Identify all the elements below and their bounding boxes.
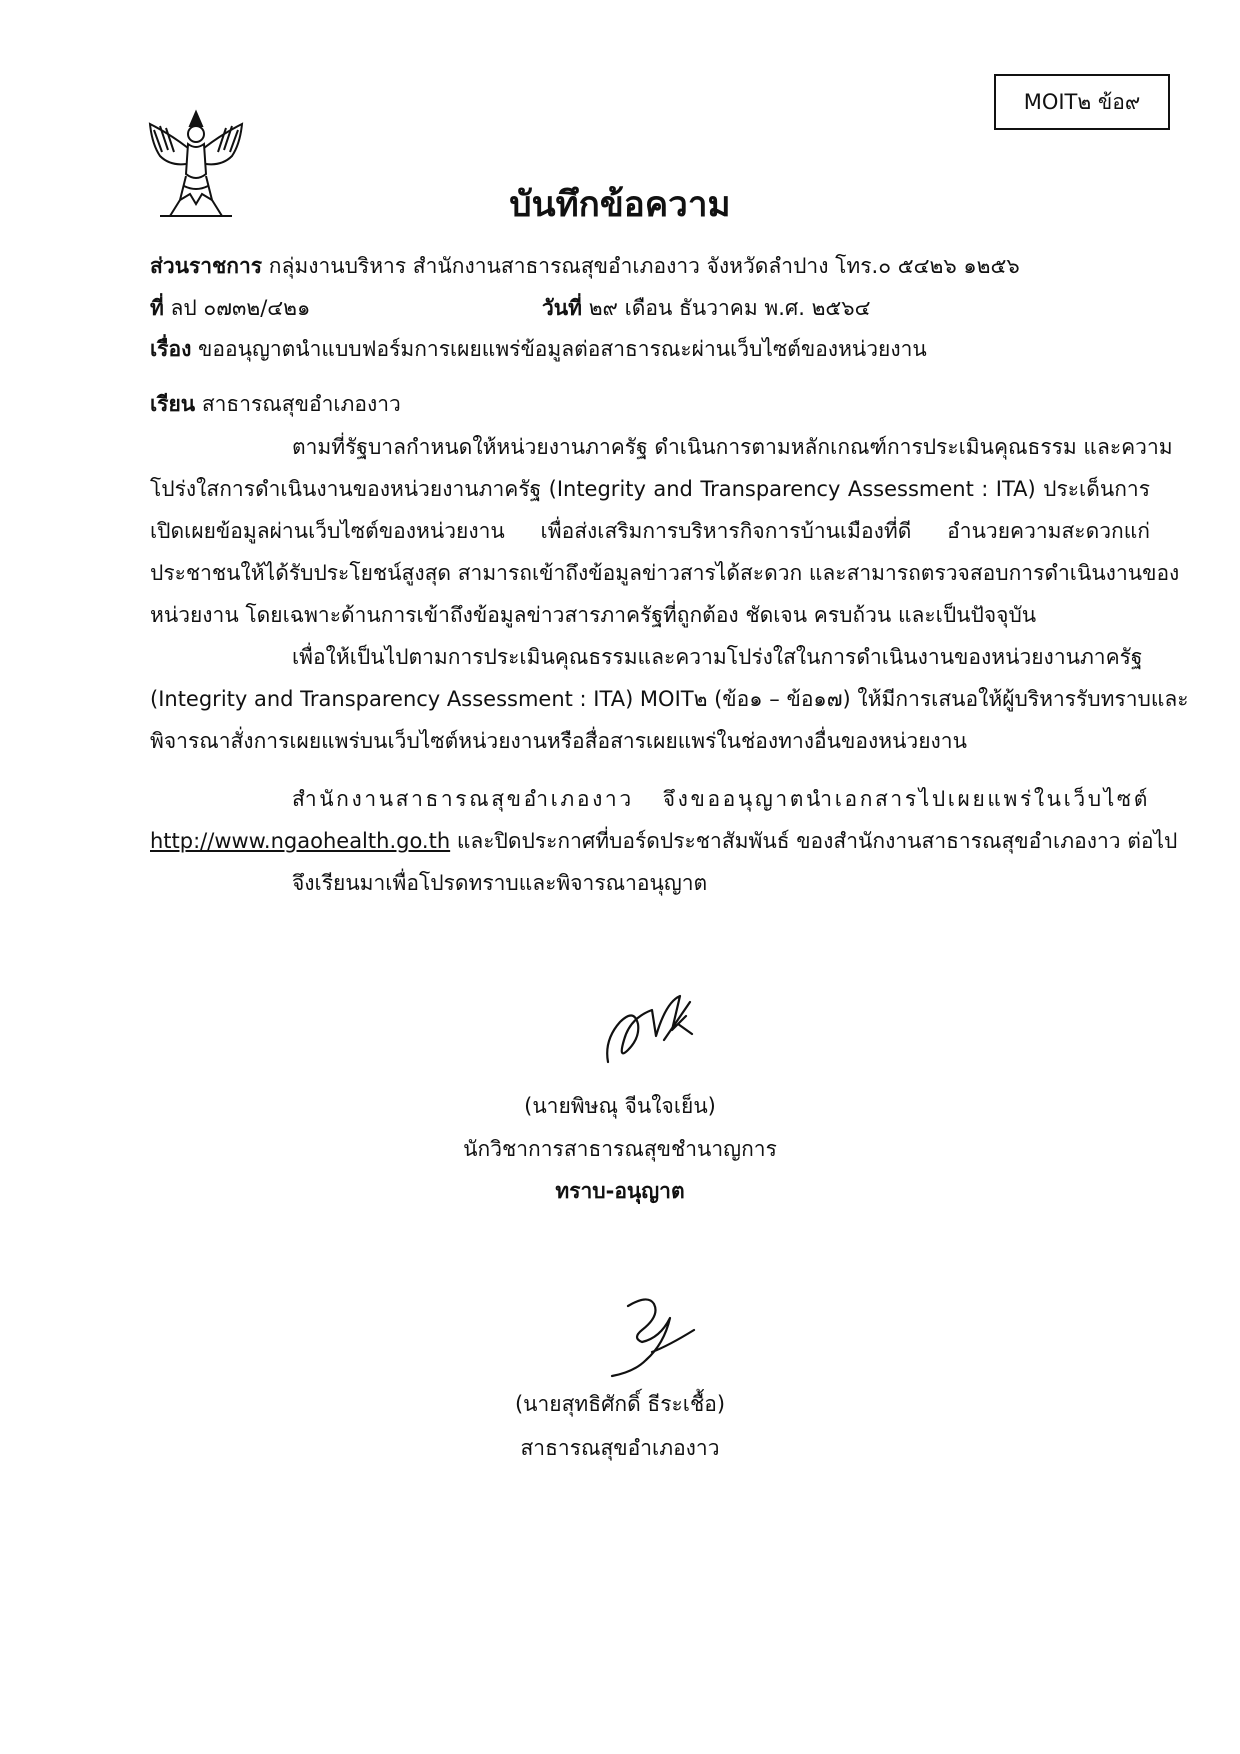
paragraph-1-line: โปร่งใสการดำเนินงานของหน่วยงานภาครัฐ (Integrity and Transparency Assessment : ITA) ประเด็นการ xyxy=(150,477,1150,501)
paragraph-2-line: (Integrity and Transparency Assessment : ITA) MOIT๒ (ข้อ๑ – ข้อ๑๗) ให้มีการเสนอให้ผู้บริหารรับทราบและ xyxy=(150,687,1189,711)
signer-1-name: (นายพิษณุ จีนใจเย็น) xyxy=(524,1094,716,1118)
salutation-label: เรียน xyxy=(150,392,196,416)
paragraph-2-line: เพื่อให้เป็นไปตามการประเมินคุณธรรมและความโปร่งใสในการดำเนินงานของหน่วยงานภาครัฐ xyxy=(292,645,1143,669)
signature-1-image xyxy=(594,980,714,1070)
subject-label: เรื่อง xyxy=(150,337,192,361)
subject-value: ขออนุญาตนำแบบฟอร์มการเผยแพร่ข้อมูลต่อสาธารณะผ่านเว็บไซต์ของหน่วยงาน xyxy=(198,337,927,361)
paragraph-1-line: ประชาชนให้ได้รับประโยชน์สูงสุด สามารถเข้าถึงข้อมูลข่าวสารได้สะดวก และสามารถตรวจสอบการดำเนินงานของ xyxy=(150,561,1180,585)
approval-text: ทราบ-อนุญาต xyxy=(555,1179,685,1203)
reference-value: ลป ๐๗๓๒/๔๒๑ xyxy=(170,296,311,320)
paragraph-2-line: พิจารณาสั่งการเผยแพร่บนเว็บไซต์หน่วยงานหรือสื่อสารเผยแพร่ในช่องทางอื่นของหน่วยงาน xyxy=(150,729,967,753)
subject-line xyxy=(150,339,927,360)
reference-label: ที่ xyxy=(150,296,164,320)
date-value: ๒๙ เดือน ธันวาคม พ.ศ. ๒๕๖๔ xyxy=(588,296,871,320)
agency-label: ส่วนราชการ xyxy=(150,254,263,278)
date-line xyxy=(542,298,871,319)
form-code-box xyxy=(994,74,1170,130)
date-label: วันที่ xyxy=(542,296,582,320)
closing-line: จึงเรียนมาเพื่อโปรดทราบและพิจารณาอนุญาต xyxy=(292,871,708,895)
paragraph-3-line: สำนักงานสาธารณสุขอำเภองาว จึงขออนุญาตนำเอกสารไปเผยแพร่ในเว็บไซต์ xyxy=(292,787,1150,811)
salutation-value: สาธารณสุขอำเภองาว xyxy=(201,392,401,416)
reference-line xyxy=(150,298,310,319)
website-link[interactable]: http://www.ngaohealth.go.th xyxy=(150,829,451,853)
paragraph-1-line: ตามที่รัฐบาลกำหนดให้หน่วยงานภาครัฐ ดำเนินการตามหลักเกณฑ์การประเมินคุณธรรม และความ xyxy=(292,435,1173,459)
form-code: MOIT๒ ข้อ๙ xyxy=(1023,89,1141,114)
salutation-line xyxy=(150,394,401,415)
document-title: บันทึกข้อความ xyxy=(509,185,731,225)
paragraph-3-rest: และปิดประกาศที่บอร์ดประชาสัมพันธ์ ของสำนักงานสาธารณสุขอำเภองาว ต่อไป xyxy=(450,829,1178,853)
paragraph-3-line-2 xyxy=(150,829,1178,853)
agency-value: กลุ่มงานบริหาร สำนักงานสาธารณสุขอำเภองาว จังหวัดลำปาง โทร.๐ ๕๔๒๖ ๑๒๕๖ xyxy=(268,254,1020,278)
signature-2-image xyxy=(598,1290,718,1380)
agency-line xyxy=(150,256,1020,277)
signer-2-position: สาธารณสุขอำเภองาว xyxy=(520,1436,720,1460)
signer-2-name: (นายสุทธิศักดิ์ ธีระเชื้อ) xyxy=(514,1392,726,1416)
paragraph-1-line: เปิดเผยข้อมูลผ่านเว็บไซต์ของหน่วยงาน เพื่อส่งเสริมการบริหารกิจการบ้านเมืองที่ดี อำนวยความสะดวกแก่ xyxy=(150,519,1150,543)
paragraph-1-line: หน่วยงาน โดยเฉพาะด้านการเข้าถึงข้อมูลข่าวสารภาครัฐที่ถูกต้อง ชัดเจน ครบถ้วน และเป็นปัจจุบัน xyxy=(150,603,1037,627)
signer-1-position: นักวิชาการสาธารณสุขชำนาญการ xyxy=(463,1137,777,1161)
